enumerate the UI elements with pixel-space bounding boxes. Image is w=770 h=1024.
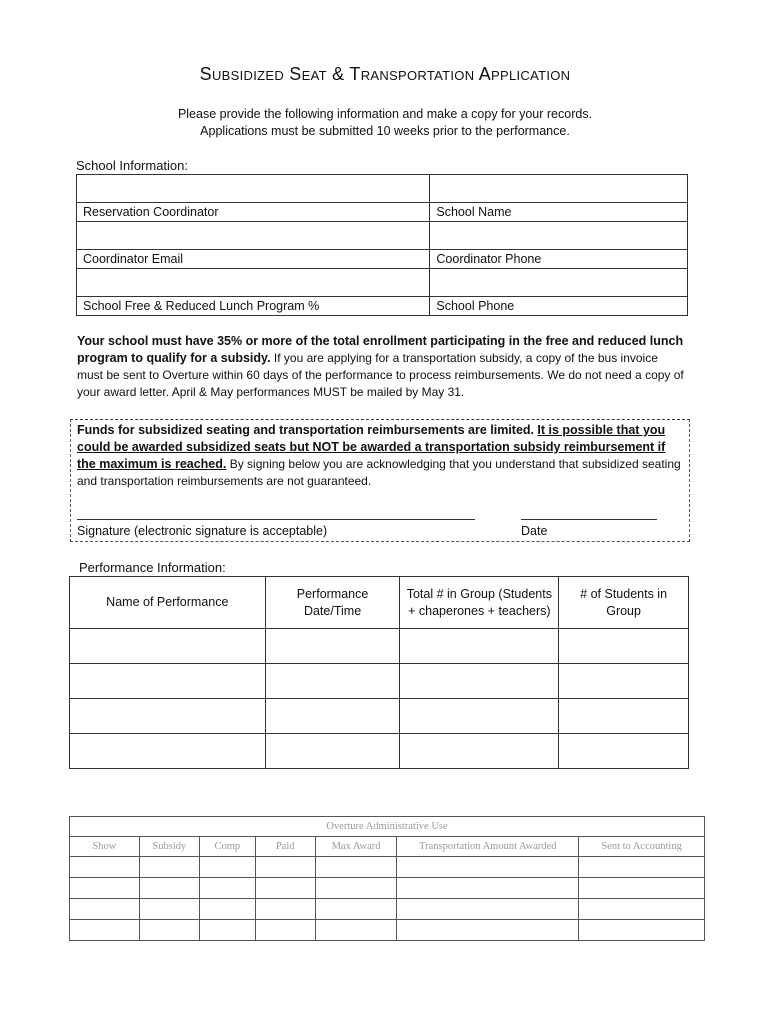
eligibility-paragraph (77, 333, 687, 401)
admin-cell[interactable] (139, 857, 199, 878)
admin-cell[interactable] (199, 899, 255, 920)
admin-column-header: Paid (255, 837, 315, 857)
student-count-cell[interactable] (559, 699, 689, 734)
table-row (70, 878, 705, 899)
school-field-label: School Name (430, 203, 688, 222)
student-count-cell[interactable] (559, 734, 689, 769)
admin-use-table (69, 816, 705, 941)
performance-info-heading: Performance Information: (79, 560, 226, 575)
table-row (70, 629, 689, 664)
acknowledgement-statement: By signing below you are acknowledging that you understand that subsidized seating and transportation reimbursements are not guaranteed. (77, 457, 681, 488)
performance-date-cell[interactable] (265, 664, 400, 699)
admin-column-header: Sent to Accounting (579, 837, 705, 857)
eligibility-details: If you are applying for a transportation subsidy, a copy of the bus invoice must be sent to Overture within 60 days of the performance to process reimbursements. We do not need a copy of your award letter. April & May performances MUST be mailed by May 31. (77, 351, 684, 399)
column-header: Total # in Group (Students + chaperones + teachers) (400, 577, 559, 629)
admin-cell[interactable] (255, 878, 315, 899)
admin-column-header: Transportation Amount Awarded (397, 837, 579, 857)
date-label: Date (521, 524, 548, 538)
instructions-line-1: Please provide the following information and make a copy for your records. (177, 107, 593, 121)
column-header: Name of Performance (70, 577, 266, 629)
admin-cell[interactable] (315, 920, 397, 941)
admin-cell[interactable] (70, 878, 140, 899)
performance-date-cell[interactable] (265, 629, 400, 664)
table-row (70, 899, 705, 920)
admin-cell[interactable] (579, 899, 705, 920)
table-row (70, 920, 705, 941)
reservation-coordinator-field[interactable] (77, 175, 430, 203)
admin-cell[interactable] (199, 857, 255, 878)
school-field-label: School Phone (430, 297, 688, 316)
admin-cell[interactable] (579, 878, 705, 899)
table-row (70, 664, 689, 699)
lunch-program-field[interactable] (77, 269, 430, 297)
school-info-heading: School Information: (76, 158, 189, 173)
admin-cell[interactable] (199, 920, 255, 941)
admin-cell[interactable] (255, 899, 315, 920)
admin-cell[interactable] (139, 878, 199, 899)
admin-cell[interactable] (255, 857, 315, 878)
column-header: Performance Date/Time (265, 577, 400, 629)
signature-label: Signature (electronic signature is acceptable) (77, 524, 328, 538)
performance-name-cell[interactable] (70, 699, 266, 734)
instructions-line-2: Applications must be submitted 10 weeks prior to the performance. (200, 124, 570, 138)
form-title: Subsidized Seat & Transportation Application (199, 64, 571, 84)
admin-column-header: Show (70, 837, 140, 857)
admin-cell[interactable] (70, 899, 140, 920)
group-total-cell[interactable] (400, 734, 559, 769)
funds-limited-note: Funds for subsidized seating and transportation reimbursements are limited. (77, 423, 535, 437)
table-row (70, 857, 705, 878)
performance-table (69, 576, 689, 769)
admin-cell[interactable] (139, 899, 199, 920)
admin-cell[interactable] (579, 857, 705, 878)
admin-column-header: Subsidy (139, 837, 199, 857)
column-header: # of Students in Group (559, 577, 689, 629)
coordinator-phone-field[interactable] (430, 222, 688, 250)
admin-cell[interactable] (255, 920, 315, 941)
performance-name-cell[interactable] (70, 664, 266, 699)
admin-cell[interactable] (70, 857, 140, 878)
admin-use-heading: Overture Administrative Use (70, 817, 705, 837)
school-field-label: Coordinator Phone (430, 250, 688, 269)
performance-name-cell[interactable] (70, 734, 266, 769)
admin-cell[interactable] (139, 920, 199, 941)
acknowledgement-text (77, 422, 682, 490)
student-count-cell[interactable] (559, 629, 689, 664)
school-name-field[interactable] (430, 175, 688, 203)
table-row (70, 734, 689, 769)
performance-name-cell[interactable] (70, 629, 266, 664)
admin-cell[interactable] (579, 920, 705, 941)
acknowledgement-box (70, 419, 690, 542)
signature-field[interactable] (77, 519, 475, 520)
school-field-label: School Free & Reduced Lunch Program % (77, 297, 430, 316)
school-field-label: Coordinator Email (77, 250, 430, 269)
school-info-table (76, 174, 688, 316)
table-row (70, 699, 689, 734)
group-total-cell[interactable] (400, 629, 559, 664)
group-total-cell[interactable] (400, 664, 559, 699)
admin-cell[interactable] (315, 899, 397, 920)
date-field[interactable] (521, 519, 657, 520)
admin-column-header: Max Award (315, 837, 397, 857)
admin-cell[interactable] (397, 899, 579, 920)
admin-cell[interactable] (315, 857, 397, 878)
school-phone-field[interactable] (430, 269, 688, 297)
school-field-label: Reservation Coordinator (77, 203, 430, 222)
admin-column-header: Comp (199, 837, 255, 857)
group-total-cell[interactable] (400, 699, 559, 734)
performance-date-cell[interactable] (265, 734, 400, 769)
performance-date-cell[interactable] (265, 699, 400, 734)
admin-cell[interactable] (397, 878, 579, 899)
admin-cell[interactable] (397, 857, 579, 878)
coordinator-email-field[interactable] (77, 222, 430, 250)
award-warning: It is possible that you could be awarded subsidized seats but NOT be awarded a transportation subsidy reimbursement if the maximum is reached. (77, 423, 666, 471)
admin-cell[interactable] (315, 878, 397, 899)
student-count-cell[interactable] (559, 664, 689, 699)
eligibility-requirement: Your school must have 35% or more of the total enrollment participating in the free and reduced lunch program to qualify for a subsidy. (77, 334, 684, 365)
admin-cell[interactable] (397, 920, 579, 941)
admin-cell[interactable] (199, 878, 255, 899)
admin-cell[interactable] (70, 920, 140, 941)
